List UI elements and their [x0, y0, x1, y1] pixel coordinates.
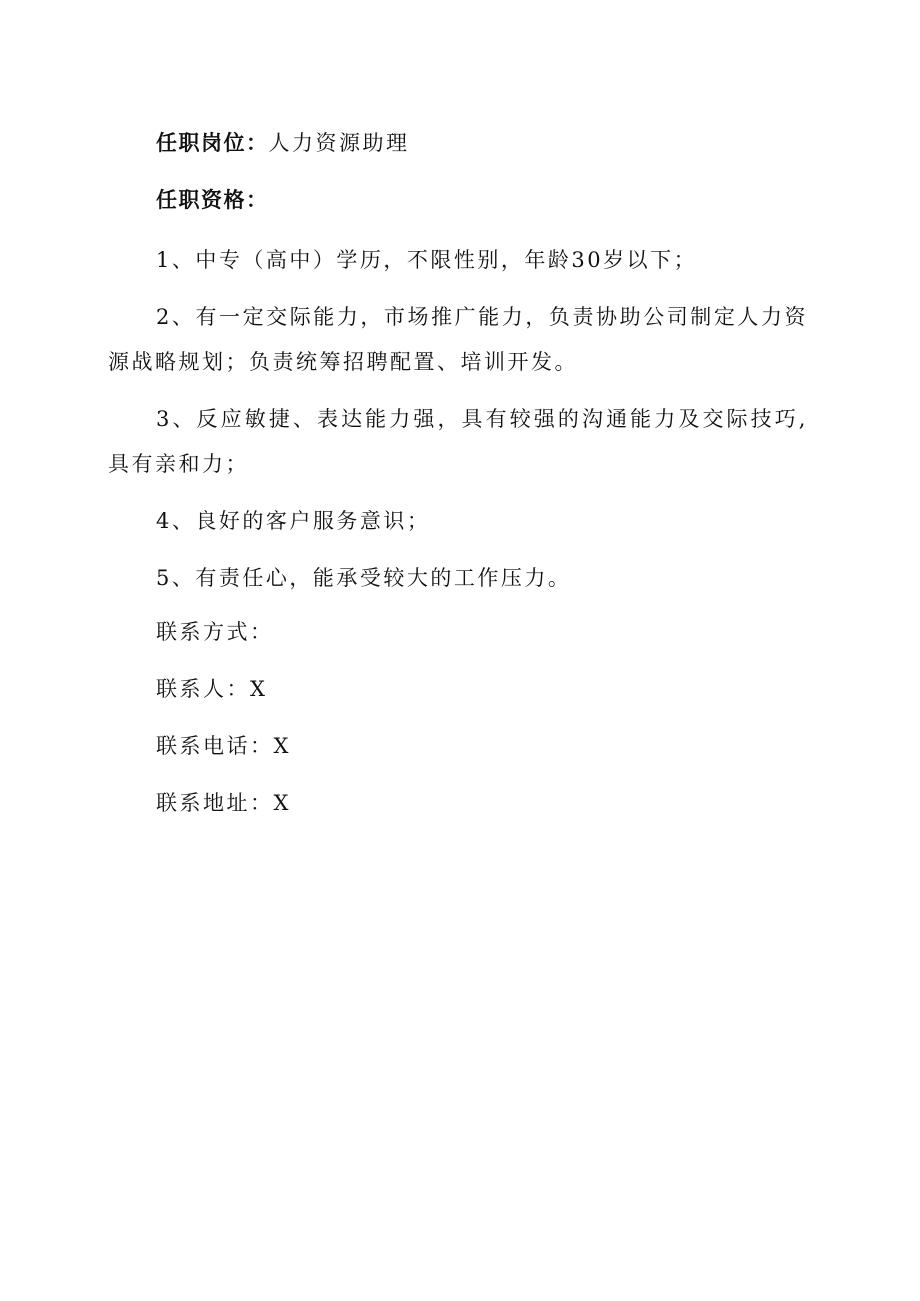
requirement-item-1: 1、中专（高中）学历，不限性别，年龄30岁以下；: [156, 248, 698, 272]
requirement-item-2: 2、有一定交际能力，市场推广能力，负责协助公司制定人力资源战略规划；负责统筹招聘配置、培训开发。: [108, 305, 808, 374]
position-line: [108, 124, 808, 162]
contact-address: 联系地址：X: [156, 791, 291, 815]
position-value: 人力资源助理: [268, 131, 410, 155]
requirement-item-4: 4、良好的客户服务意识；: [156, 509, 431, 533]
contact-phone: 联系电话：X: [156, 734, 291, 758]
contact-person: 联系人：X: [156, 677, 268, 701]
qualifications-heading: 任职资格：: [156, 188, 269, 212]
position-label: 任职岗位：: [156, 131, 269, 155]
document-body: [108, 124, 808, 841]
requirement-item-5: 5、有责任心，能承受较大的工作压力。: [156, 566, 572, 590]
contact-heading: 联系方式：: [156, 620, 274, 644]
requirement-item-3: 3、反应敏捷、表达能力强，具有较强的沟通能力及交际技巧,具有亲和力；: [108, 407, 808, 476]
